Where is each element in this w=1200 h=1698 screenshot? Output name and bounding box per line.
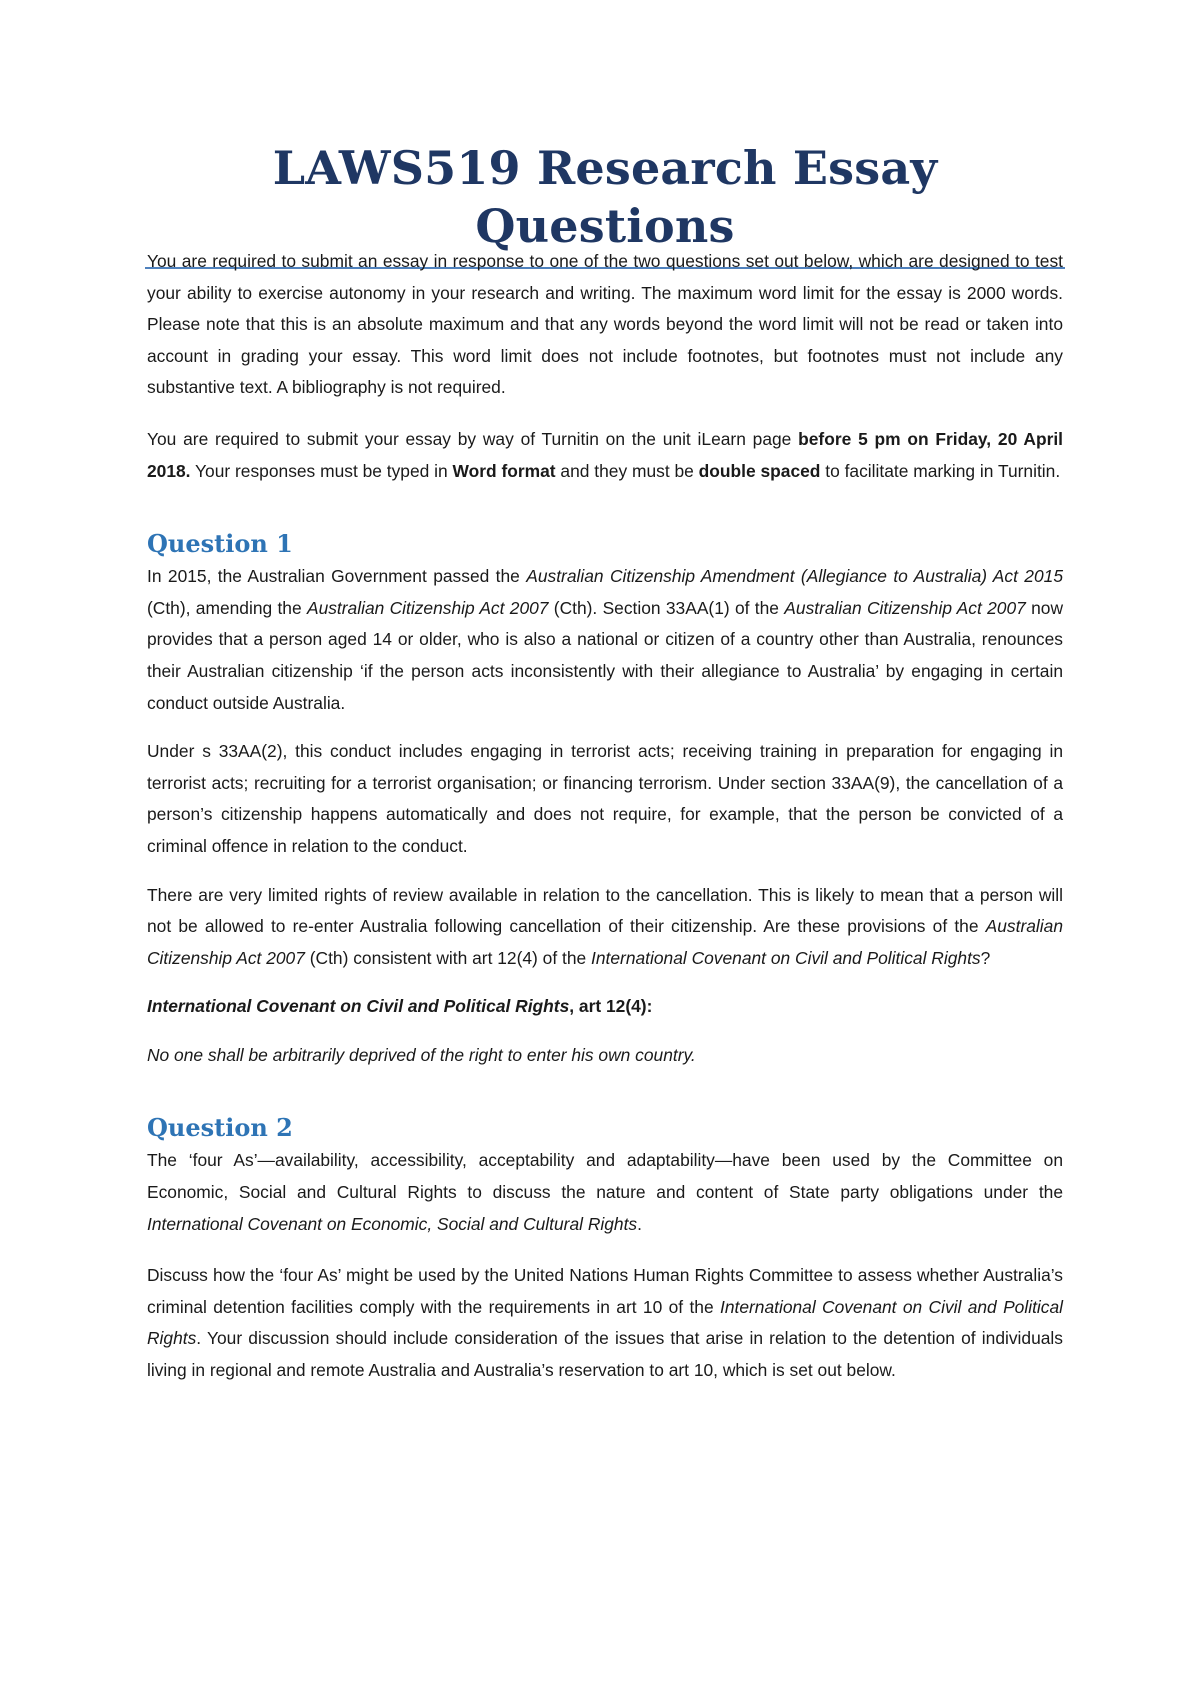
- q1-quote: [147, 1040, 1063, 1072]
- q1-paragraph-3: [147, 880, 1063, 975]
- q1-paragraph-1: [147, 561, 1063, 719]
- q2-p2-text-c: . Your discussion should include consideration of the issues that arise in relation to the detention of individuals living in regional and remote Australia and Australia’s reservation to art 10, which is set out below.: [147, 1328, 1063, 1381]
- q1-p3-text-c: (Cth) consistent with art 12(4) of the: [304, 947, 592, 968]
- q2-p2-covenant: International Covenant on Civil and Political Rights: [147, 1296, 1063, 1349]
- intro-p2-text-g: to facilitate marking in Turnitin.: [820, 460, 1061, 481]
- word-format-text: Word format: [452, 460, 556, 481]
- q2-paragraph-1: [147, 1145, 1063, 1240]
- q1-p3-text-a: There are very limited rights of review available in relation to the cancellation. This is likely to mean that a person will not be allowed to re-enter Australia following cancellation of their citizenship. Are these provisions of the: [147, 884, 1063, 937]
- q1-quote-covenant: International Covenant on Civil and Political Rights: [147, 996, 570, 1017]
- q1-paragraph-2: Under s 33AA(2), this conduct includes engaging in terrorist acts; receiving training in preparation for engaging in terrorist acts; recruiting for a terrorist organisation; or financing terrorism. Under section 33AA(9), the cancellation of a person’s citizenship happens automatically and does not require, for example, that the person be convicted of a criminal offence in relation to the conduct.: [147, 741, 1063, 856]
- q1-p1-text-a: In 2015, the Australian Government passed the: [147, 566, 527, 587]
- q2-p1-text-a: The ‘four As’—availability, accessibility, acceptability and adaptability—have been used by the Committee on Economic, Social and Cultural Rights to discuss the nature and content of State party obligations under the: [147, 1150, 1063, 1203]
- q1-p1-text-g: now provides that a person aged 14 or older, who is also a national or citizen of a country other than Australia, renounces their Australian citizenship ‘if the person acts inconsistently with their allegiance to Australia’ by engaging in certain conduct outside Australia.: [147, 597, 1064, 713]
- q1-quote-heading: [147, 991, 1063, 1023]
- double-spaced-text: double spaced: [698, 460, 821, 481]
- question-1-heading: Question 1: [147, 529, 293, 559]
- q1-p3-covenant: International Covenant on Civil and Political Rights: [591, 947, 981, 968]
- intro-paragraph-1: You are required to submit an essay in response to one of the two questions set out below, which are designed to test your ability to exercise autonomy in your research and writing. The maximum word limit for the essay is 2000 words. Please note that this is an absolute maximum and that any words beyond the word limit will not be read or taken into account in grading your essay. This word limit does not include footnotes, but footnotes must not include any substantive text. A bibliography is not required.: [147, 251, 1063, 398]
- q1-quote-article: , art 12(4):: [569, 996, 653, 1017]
- q1-p1-act-citizenship: Australian Citizenship Act 2007: [306, 597, 549, 618]
- q1-p1-text-e: (Cth). Section 33AA(1) of the: [548, 597, 785, 618]
- q1-p3-text-e: ?: [980, 947, 991, 968]
- q2-p1-covenant: International Covenant on Economic, Social and Cultural Rights: [147, 1213, 638, 1234]
- q1-p1-text-c: (Cth), amending the: [147, 597, 307, 618]
- page-title: LAWS519 Research Essay Questions: [272, 141, 938, 253]
- q1-quote-text: No one shall be arbitrarily deprived of the right to enter his own country.: [147, 1044, 696, 1065]
- intro-paragraph-2: [147, 424, 1063, 487]
- q1-p1-act-amendment: Australian Citizenship Amendment (Allegiance to Australia) Act 2015: [526, 566, 1063, 587]
- question-2-heading: Question 2: [147, 1113, 293, 1143]
- deadline-text: before 5 pm on Friday, 20 April 2018.: [147, 428, 1063, 481]
- q2-p1-text-c: .: [637, 1213, 642, 1234]
- intro-p2-text-a: You are required to submit your essay by way of Turnitin on the unit iLearn page: [147, 428, 799, 449]
- q2-paragraph-2: [147, 1260, 1063, 1386]
- intro-p2-text-c: Your responses must be typed in: [190, 460, 453, 481]
- intro-p2-text-e: and they must be: [555, 460, 699, 481]
- q1-p3-act: Australian Citizenship Act 2007: [147, 916, 1063, 968]
- q2-p2-text-a: Discuss how the ‘four As’ might be used by the United Nations Human Rights Committee to assess whether Australia’s criminal detention facilities comply with the requirements in art 10 of the: [147, 1265, 1063, 1317]
- document-body: [147, 246, 1063, 1387]
- q1-p1-act-citizenship-2: Australian Citizenship Act 2007: [784, 597, 1026, 618]
